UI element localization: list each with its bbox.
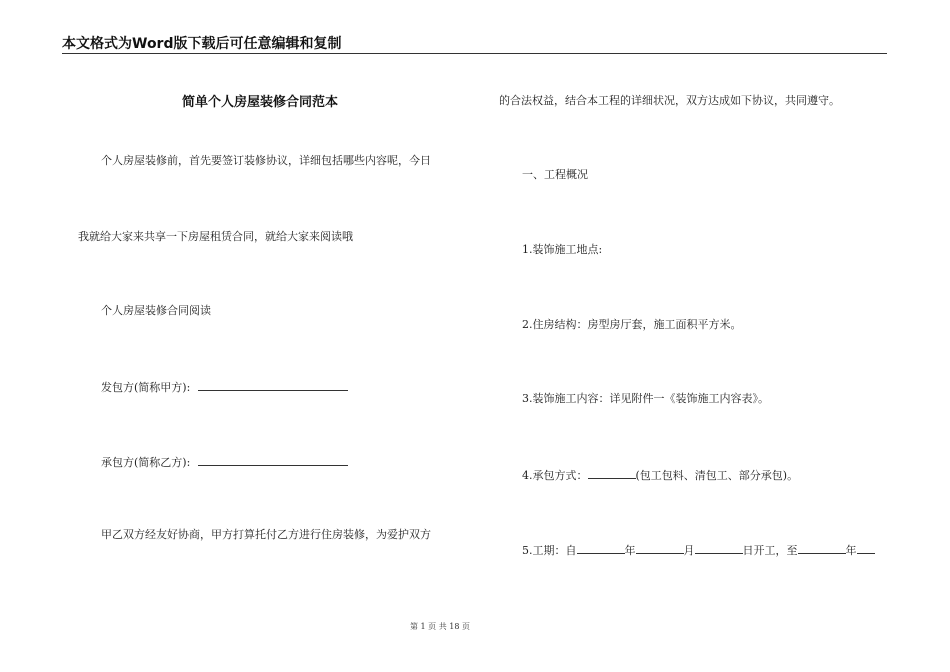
party-a-row bbox=[101, 379, 348, 395]
intro-line-1: 个人房屋装修前，首先要签订装修协议，详细包括哪些内容呢，今日 bbox=[101, 154, 431, 167]
section-1-title: 一、工程概况 bbox=[522, 168, 588, 181]
item-5-blank-1 bbox=[577, 542, 625, 554]
party-b-label: 承包方(简称乙方): bbox=[101, 456, 191, 469]
party-b-row bbox=[101, 454, 348, 470]
item-5-month: 月 bbox=[683, 544, 695, 557]
header-text: 本文格式为Word版下载后可任意编辑和复制 bbox=[62, 36, 342, 52]
party-a-blank bbox=[198, 379, 348, 391]
item-4-prefix: 4.承包方式： bbox=[522, 469, 588, 482]
item-5-duration bbox=[522, 542, 875, 558]
continuation-line: 的合法权益，结合本工程的详细状况，双方达成如下协议，共同遵守。 bbox=[499, 94, 840, 107]
item-5-blank-4 bbox=[798, 542, 846, 554]
intro-line-2: 我就给大家来共享一下房屋租赁合同，就给大家来阅读哦 bbox=[78, 230, 353, 243]
item-5-prefix: 5.工期：自 bbox=[522, 544, 577, 557]
item-3-content: 3.装饰施工内容：详见附件一《装饰施工内容表》。 bbox=[522, 392, 769, 405]
item-2-structure: 2.住房结构：房型房厅套，施工面积平方米。 bbox=[522, 318, 742, 331]
document-title: 简单个人房屋装修合同范本 bbox=[181, 95, 338, 110]
page-header bbox=[62, 36, 887, 54]
item-4-blank bbox=[588, 467, 636, 479]
contract-subtitle: 个人房屋装修合同阅读 bbox=[101, 304, 211, 317]
item-5-year: 年 bbox=[624, 544, 636, 557]
page-footer: 第 1 页 共 18 页 bbox=[410, 622, 470, 631]
item-5-blank-2 bbox=[636, 542, 684, 554]
item-4-suffix: (包工包料、清包工、部分承包)。 bbox=[635, 469, 799, 482]
item-5-blank-5 bbox=[857, 542, 875, 554]
item-5-year-2: 年 bbox=[845, 544, 857, 557]
item-5-start: 日开工，至 bbox=[742, 544, 798, 557]
party-a-label: 发包方(简称甲方): bbox=[101, 381, 191, 394]
agreement-line: 甲乙双方经友好协商，甲方打算托付乙方进行住房装修，为爱护双方 bbox=[101, 528, 431, 541]
item-4-contract-mode bbox=[522, 467, 798, 483]
item-1-location: 1.装饰施工地点: bbox=[522, 243, 603, 256]
party-b-blank bbox=[198, 454, 348, 466]
item-5-blank-3 bbox=[695, 542, 743, 554]
